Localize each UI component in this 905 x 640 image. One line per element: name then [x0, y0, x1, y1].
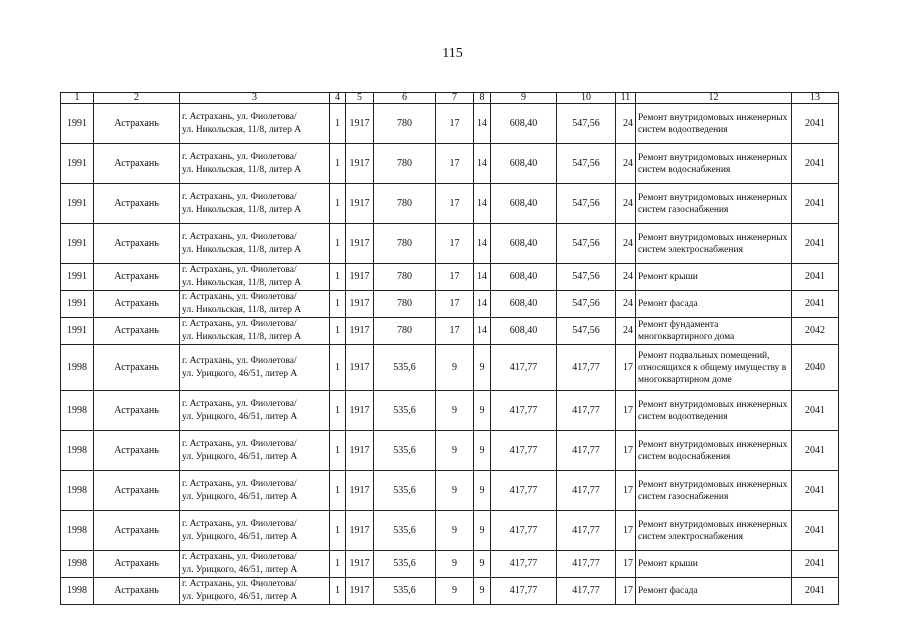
table-row	[61, 144, 839, 184]
year-cell: 1917	[346, 184, 374, 224]
city-cell: Астрахань	[94, 471, 180, 511]
residents-cell: 9	[474, 471, 491, 511]
count-cell: 24	[616, 264, 636, 291]
address-line: г. Астрахань, ул. Фиолетова/	[182, 151, 297, 162]
city-cell: Астрахань	[94, 264, 180, 291]
area-a-cell: 417,77	[491, 578, 557, 605]
count-cell: 24	[616, 318, 636, 345]
year-built-cell: 1998	[61, 511, 94, 551]
year-cell: 1917	[346, 104, 374, 144]
area-b-cell: 547,56	[557, 318, 616, 345]
total-area-cell: 780	[374, 318, 436, 345]
address-line: ул. Урицкого, 46/51, литер А	[182, 531, 298, 542]
total-area-cell: 535,6	[374, 391, 436, 431]
area-a-cell: 608,40	[491, 291, 557, 318]
repair-schedule-table	[60, 92, 839, 605]
year-cell: 1917	[346, 578, 374, 605]
entrances-cell: 1	[330, 291, 346, 318]
year-built-cell: 1991	[61, 144, 94, 184]
address-cell	[180, 144, 330, 184]
entrances-cell: 1	[330, 578, 346, 605]
column-number: 9	[491, 93, 557, 104]
address-line: г. Астрахань, ул. Фиолетова/	[182, 552, 297, 562]
area-b-cell: 417,77	[557, 578, 616, 605]
year-built-cell: 1998	[61, 578, 94, 605]
address-line: ул. Урицкого, 46/51, литер А	[182, 491, 298, 502]
apartments-cell: 9	[436, 578, 474, 605]
apartments-cell: 17	[436, 144, 474, 184]
address-line: г. Астрахань, ул. Фиолетова/	[182, 579, 297, 589]
area-b-cell: 417,77	[557, 391, 616, 431]
count-cell: 17	[616, 578, 636, 605]
apartments-cell: 9	[436, 345, 474, 391]
entrances-cell: 1	[330, 431, 346, 471]
address-line: ул. Никольская, 11/8, литер А	[182, 278, 302, 288]
area-a-cell: 417,77	[491, 511, 557, 551]
count-cell: 17	[616, 391, 636, 431]
area-b-cell: 417,77	[557, 431, 616, 471]
address-line: г. Астрахань, ул. Фиолетова/	[182, 319, 297, 329]
year-cell: 1917	[346, 318, 374, 345]
table-row	[61, 224, 839, 264]
entrances-cell: 1	[330, 471, 346, 511]
entrances-cell: 1	[330, 264, 346, 291]
table-row	[61, 318, 839, 345]
area-a-cell: 608,40	[491, 264, 557, 291]
count-cell: 24	[616, 144, 636, 184]
city-cell: Астрахань	[94, 345, 180, 391]
apartments-cell: 17	[436, 264, 474, 291]
table-row	[61, 551, 839, 578]
address-line: ул. Никольская, 11/8, литер А	[182, 305, 302, 315]
count-cell: 17	[616, 551, 636, 578]
entrances-cell: 1	[330, 391, 346, 431]
total-area-cell: 535,6	[374, 471, 436, 511]
address-line: ул. Урицкого, 46/51, литер А	[182, 411, 298, 422]
area-a-cell: 417,77	[491, 391, 557, 431]
table-row	[61, 264, 839, 291]
table-row	[61, 511, 839, 551]
area-a-cell: 608,40	[491, 318, 557, 345]
apartments-cell: 9	[436, 511, 474, 551]
column-number: 7	[436, 93, 474, 104]
residents-cell: 14	[474, 318, 491, 345]
year-built-cell: 1998	[61, 391, 94, 431]
year-cell: 1917	[346, 391, 374, 431]
address-line: ул. Никольская, 11/8, литер А	[182, 332, 302, 342]
area-b-cell: 547,56	[557, 264, 616, 291]
year-built-cell: 1991	[61, 184, 94, 224]
total-area-cell: 780	[374, 144, 436, 184]
residents-cell: 14	[474, 104, 491, 144]
total-area-cell: 780	[374, 104, 436, 144]
year-cell: 1917	[346, 471, 374, 511]
planned-year-cell: 2041	[792, 511, 839, 551]
address-line: г. Астрахань, ул. Фиолетова/	[182, 398, 297, 409]
address-line: ул. Никольская, 11/8, литер А	[182, 204, 302, 215]
year-cell: 1917	[346, 224, 374, 264]
address-line: г. Астрахань, ул. Фиолетова/	[182, 355, 297, 366]
table-row	[61, 578, 839, 605]
address-line: ул. Никольская, 11/8, литер А	[182, 244, 302, 255]
table-row	[61, 431, 839, 471]
address-cell	[180, 471, 330, 511]
total-area-cell: 780	[374, 291, 436, 318]
year-cell: 1917	[346, 431, 374, 471]
column-number: 12	[636, 93, 792, 104]
city-cell: Астрахань	[94, 144, 180, 184]
year-built-cell: 1991	[61, 318, 94, 345]
column-number: 13	[792, 93, 839, 104]
apartments-cell: 9	[436, 471, 474, 511]
planned-year-cell: 2041	[792, 391, 839, 431]
address-cell	[180, 345, 330, 391]
entrances-cell: 1	[330, 511, 346, 551]
city-cell: Астрахань	[94, 578, 180, 605]
address-cell	[180, 318, 330, 345]
address-line: г. Астрахань, ул. Фиолетова/	[182, 111, 297, 122]
address-line: г. Астрахань, ул. Фиолетова/	[182, 265, 297, 275]
address-cell	[180, 511, 330, 551]
area-b-cell: 547,56	[557, 144, 616, 184]
work-type-cell: Ремонт внутридомовых инженерных систем водоснабжения	[636, 144, 792, 184]
area-b-cell: 547,56	[557, 224, 616, 264]
year-cell: 1917	[346, 345, 374, 391]
area-b-cell: 417,77	[557, 471, 616, 511]
work-type-cell: Ремонт внутридомовых инженерных систем водоотведения	[636, 391, 792, 431]
year-built-cell: 1991	[61, 264, 94, 291]
column-number: 4	[330, 93, 346, 104]
total-area-cell: 780	[374, 224, 436, 264]
residents-cell: 14	[474, 264, 491, 291]
planned-year-cell: 2040	[792, 345, 839, 391]
count-cell: 24	[616, 104, 636, 144]
total-area-cell: 535,6	[374, 431, 436, 471]
residents-cell: 9	[474, 345, 491, 391]
table-row	[61, 104, 839, 144]
year-built-cell: 1998	[61, 345, 94, 391]
table-row	[61, 345, 839, 391]
apartments-cell: 17	[436, 224, 474, 264]
address-cell	[180, 104, 330, 144]
area-a-cell: 417,77	[491, 431, 557, 471]
address-line: г. Астрахань, ул. Фиолетова/	[182, 518, 297, 529]
work-type-cell: Ремонт внутридомовых инженерных систем водоснабжения	[636, 431, 792, 471]
entrances-cell: 1	[330, 551, 346, 578]
table-row	[61, 471, 839, 511]
city-cell: Астрахань	[94, 391, 180, 431]
column-number: 6	[374, 93, 436, 104]
year-cell: 1917	[346, 144, 374, 184]
year-built-cell: 1991	[61, 224, 94, 264]
planned-year-cell: 2041	[792, 551, 839, 578]
column-number: 10	[557, 93, 616, 104]
column-number-row	[61, 93, 839, 104]
work-type-cell: Ремонт внутридомовых инженерных систем газоснабжения	[636, 184, 792, 224]
year-cell: 1917	[346, 551, 374, 578]
work-type-cell: Ремонт подвальных помещений, относящихся к общему имуществу в многоквартирном доме	[636, 345, 792, 391]
count-cell: 17	[616, 511, 636, 551]
table-row	[61, 184, 839, 224]
entrances-cell: 1	[330, 318, 346, 345]
column-number: 5	[346, 93, 374, 104]
residents-cell: 9	[474, 551, 491, 578]
column-number: 8	[474, 93, 491, 104]
address-cell	[180, 291, 330, 318]
residents-cell: 14	[474, 224, 491, 264]
address-line: ул. Урицкого, 46/51, литер А	[182, 565, 298, 575]
address-cell	[180, 551, 330, 578]
area-b-cell: 547,56	[557, 291, 616, 318]
page-number: 115	[442, 46, 463, 61]
apartments-cell: 17	[436, 318, 474, 345]
address-line: ул. Урицкого, 46/51, литер А	[182, 451, 298, 462]
work-type-cell: Ремонт фасада	[636, 578, 792, 605]
apartments-cell: 17	[436, 291, 474, 318]
work-type-cell: Ремонт фундамента многоквартирного дома	[636, 318, 792, 345]
area-a-cell: 608,40	[491, 104, 557, 144]
planned-year-cell: 2041	[792, 104, 839, 144]
city-cell: Астрахань	[94, 291, 180, 318]
address-cell	[180, 578, 330, 605]
address-line: г. Астрахань, ул. Фиолетова/	[182, 231, 297, 242]
residents-cell: 9	[474, 391, 491, 431]
year-built-cell: 1991	[61, 291, 94, 318]
count-cell: 17	[616, 345, 636, 391]
column-number: 2	[94, 93, 180, 104]
area-b-cell: 547,56	[557, 184, 616, 224]
city-cell: Астрахань	[94, 184, 180, 224]
table-row	[61, 291, 839, 318]
residents-cell: 9	[474, 431, 491, 471]
count-cell: 24	[616, 291, 636, 318]
planned-year-cell: 2041	[792, 184, 839, 224]
total-area-cell: 535,6	[374, 551, 436, 578]
residents-cell: 14	[474, 291, 491, 318]
apartments-cell: 9	[436, 391, 474, 431]
area-a-cell: 608,40	[491, 184, 557, 224]
apartments-cell: 9	[436, 431, 474, 471]
total-area-cell: 535,6	[374, 578, 436, 605]
address-line: г. Астрахань, ул. Фиолетова/	[182, 478, 297, 489]
count-cell: 24	[616, 224, 636, 264]
entrances-cell: 1	[330, 144, 346, 184]
year-built-cell: 1998	[61, 551, 94, 578]
total-area-cell: 535,6	[374, 511, 436, 551]
area-a-cell: 417,77	[491, 551, 557, 578]
city-cell: Астрахань	[94, 511, 180, 551]
residents-cell: 14	[474, 184, 491, 224]
work-type-cell: Ремонт крыши	[636, 551, 792, 578]
address-line: г. Астрахань, ул. Фиолетова/	[182, 438, 297, 449]
residents-cell: 14	[474, 144, 491, 184]
year-cell: 1917	[346, 264, 374, 291]
address-line: ул. Никольская, 11/8, литер А	[182, 124, 302, 135]
apartments-cell: 9	[436, 551, 474, 578]
work-type-cell: Ремонт внутридомовых инженерных систем электроснабжения	[636, 224, 792, 264]
total-area-cell: 780	[374, 184, 436, 224]
table-row	[61, 391, 839, 431]
planned-year-cell: 2041	[792, 291, 839, 318]
count-cell: 17	[616, 471, 636, 511]
address-cell	[180, 391, 330, 431]
area-b-cell: 547,56	[557, 104, 616, 144]
area-a-cell: 608,40	[491, 224, 557, 264]
column-number: 3	[180, 93, 330, 104]
apartments-cell: 17	[436, 184, 474, 224]
year-built-cell: 1991	[61, 104, 94, 144]
planned-year-cell: 2042	[792, 318, 839, 345]
city-cell: Астрахань	[94, 224, 180, 264]
area-a-cell: 608,40	[491, 144, 557, 184]
address-line: ул. Урицкого, 46/51, литер А	[182, 368, 298, 379]
address-line: г. Астрахань, ул. Фиолетова/	[182, 292, 297, 302]
column-number: 1	[61, 93, 94, 104]
address-cell	[180, 264, 330, 291]
residents-cell: 9	[474, 511, 491, 551]
address-cell	[180, 431, 330, 471]
residents-cell: 9	[474, 578, 491, 605]
area-b-cell: 417,77	[557, 511, 616, 551]
planned-year-cell: 2041	[792, 224, 839, 264]
total-area-cell: 535,6	[374, 345, 436, 391]
city-cell: Астрахань	[94, 104, 180, 144]
total-area-cell: 780	[374, 264, 436, 291]
address-cell	[180, 224, 330, 264]
year-built-cell: 1998	[61, 431, 94, 471]
work-type-cell: Ремонт внутридомовых инженерных систем газоснабжения	[636, 471, 792, 511]
city-cell: Астрахань	[94, 551, 180, 578]
address-line: г. Астрахань, ул. Фиолетова/	[182, 191, 297, 202]
city-cell: Астрахань	[94, 318, 180, 345]
work-type-cell: Ремонт крыши	[636, 264, 792, 291]
work-type-cell: Ремонт внутридомовых инженерных систем электроснабжения	[636, 511, 792, 551]
year-built-cell: 1998	[61, 471, 94, 511]
apartments-cell: 17	[436, 104, 474, 144]
planned-year-cell: 2041	[792, 264, 839, 291]
address-line: ул. Никольская, 11/8, литер А	[182, 164, 302, 175]
entrances-cell: 1	[330, 345, 346, 391]
work-type-cell: Ремонт фасада	[636, 291, 792, 318]
address-line: ул. Урицкого, 46/51, литер А	[182, 592, 298, 602]
address-cell	[180, 184, 330, 224]
planned-year-cell: 2041	[792, 471, 839, 511]
count-cell: 24	[616, 184, 636, 224]
entrances-cell: 1	[330, 224, 346, 264]
area-a-cell: 417,77	[491, 345, 557, 391]
entrances-cell: 1	[330, 184, 346, 224]
year-cell: 1917	[346, 291, 374, 318]
planned-year-cell: 2041	[792, 578, 839, 605]
work-type-cell: Ремонт внутридомовых инженерных систем водоотведения	[636, 104, 792, 144]
count-cell: 17	[616, 431, 636, 471]
year-cell: 1917	[346, 511, 374, 551]
city-cell: Астрахань	[94, 431, 180, 471]
planned-year-cell: 2041	[792, 431, 839, 471]
column-number: 11	[616, 93, 636, 104]
area-b-cell: 417,77	[557, 551, 616, 578]
area-a-cell: 417,77	[491, 471, 557, 511]
entrances-cell: 1	[330, 104, 346, 144]
area-b-cell: 417,77	[557, 345, 616, 391]
planned-year-cell: 2041	[792, 144, 839, 184]
